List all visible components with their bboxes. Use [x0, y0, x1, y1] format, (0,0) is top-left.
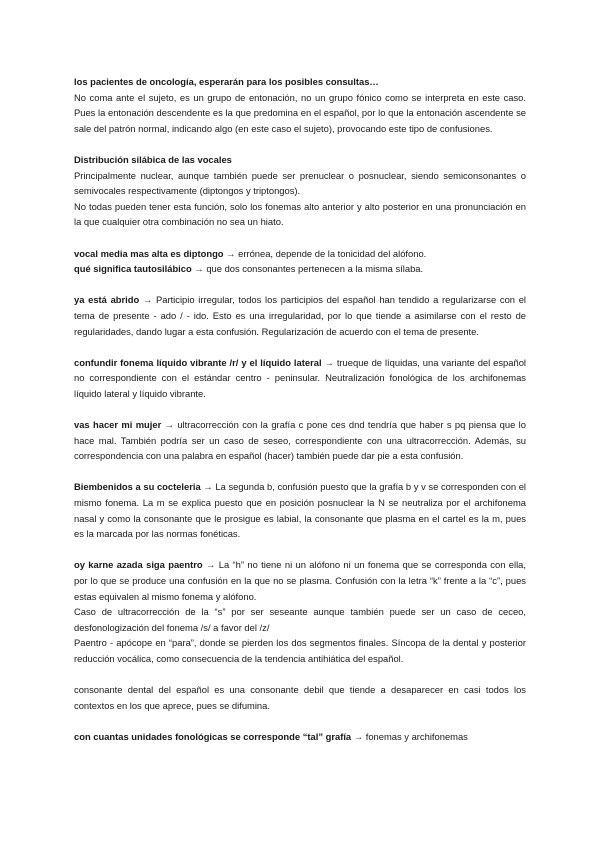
- paragraph: Biembenidos a su cocteleria → La segunda b, confusión puesto que la grafía b y v se corresponden con el mismo fonema. La m se explica puesto que en posición posnuclear la N se neutraliza por el archifonema nasal y como la consonante que le prosigue es labial, la consonante que plasma en el cartel es la m, pues es la marcada por las normas fonéticas.: [74, 481, 526, 540]
- paragraph: con cuantas unidades fonológicas se corresponde “tal” grafía → fonemas y archifonemas: [74, 730, 468, 742]
- bold-heading: qué significa tautosilábico: [74, 263, 192, 275]
- paragraph: [74, 74, 526, 90]
- paragraph: vocal media mas alta es diptongo → errónea, depende de la tonicidad del alófono.: [74, 247, 427, 259]
- paragraph: qué significa tautosilábico → que dos consonantes pertenecen a la misma sílaba.: [74, 263, 424, 275]
- bold-heading: confundir fonema líquido vibrante /r/ y el líquido lateral: [74, 356, 322, 368]
- spacer: [74, 542, 526, 558]
- paragraph: vas hacer mi mujer → ultracorrección con la grafía c pone ces dnd tendría que haber s pq piensa que lo hace mal. También podría ser un caso de seseo, correspondiente con una ultracorrección. Además, su correspondencia con una palabra en español (hacer) también puede dar pie a esta confusión.: [74, 419, 526, 462]
- spacer: [74, 277, 526, 293]
- spacer: [74, 464, 526, 480]
- paragraph: Caso de ultracorrección de la “s” por ser seseante aunque también puede ser un caso de ceceo, desfonologización del fonema /s/ a favor del /z/: [74, 606, 526, 633]
- paragraph: Paentro - apócope en “para”, donde se pierden los dos segmentos finales. Síncopa de la dental y posterior reducción vocálica, como consecuencia de la tendencia antihiática del español.: [74, 637, 526, 664]
- paragraph: oy karne azada siga paentro → La “h” no tiene ni un alófono ni un fonema que se corresponda con ella, por lo que se produce una confusión en la que no se plasma. Confusión con la letra “k” frente a la “c”, pues estas equivalen al mismo fonema y alófono.: [74, 559, 526, 602]
- bold-heading: vas hacer mi mujer: [74, 419, 162, 431]
- paragraph: consonante dental del español es una consonante debil que tiende a desaparecer en casi todos los contextos en los que aprece, pues se difumina.: [74, 684, 526, 711]
- bold-heading: ya está abrido: [74, 294, 140, 306]
- spacer: [74, 401, 526, 417]
- paragraph: [74, 152, 526, 168]
- bold-heading: Biembenidos a su cocteleria: [74, 481, 201, 493]
- spacer: [74, 230, 526, 246]
- paragraph: Principalmente nuclear, aunque también puede ser prenuclear o posnuclear, siendo semiconsonantes o semivocales respectivamente (diptongos y triptongos).: [74, 169, 526, 197]
- spacer: [74, 667, 526, 683]
- bold-heading: vocal media mas alta es diptongo: [74, 247, 224, 259]
- spacer: [74, 339, 526, 355]
- bold-heading: oy karne azada siga paentro: [74, 559, 203, 571]
- paragraph: ya está abrido → Participio irregular, todos los participios del español han tendido a regularizarse con el tema de presente - ado / - ido. Esto es una irregularidad, por lo que tiende a asimilarse con el resto de regularidades, dando lugar a esta confusión. Regularización de acuerdo con el tema de presente.: [74, 294, 526, 337]
- bold-heading: los pacientes de oncología, esperarán para los posibles consultas…: [74, 76, 379, 87]
- paragraph: No todas pueden tener esta función, solo los fonemas alto anterior y alto posterior en una pronunciación en la que cualquier otra combinación no sea un hiato.: [74, 200, 526, 228]
- spacer: [74, 136, 526, 152]
- bold-heading: Distribución silábica de las vocales: [74, 153, 232, 165]
- paragraph: No coma ante el sujeto, es un grupo de entonación, no un grupo fónico como se interpreta en este caso. Pues la entonación descendente es la que predomina en el español, por lo que la entonación ascendente se sale del patrón normal, indicando algo (en este caso el sujeto), provocando este tipo de confusiones.: [74, 91, 526, 134]
- paragraph: confundir fonema líquido vibrante /r/ y el líquido lateral → trueque de líquidas, una variante del español no correspondiente con el estándar centro - peninsular. Neutralización fonológica de los archifonemas líquido lateral y líquido vibrante.: [74, 356, 526, 399]
- bold-heading: con cuantas unidades fonológicas se corresponde “tal” grafía: [74, 730, 352, 742]
- spacer: [74, 713, 526, 729]
